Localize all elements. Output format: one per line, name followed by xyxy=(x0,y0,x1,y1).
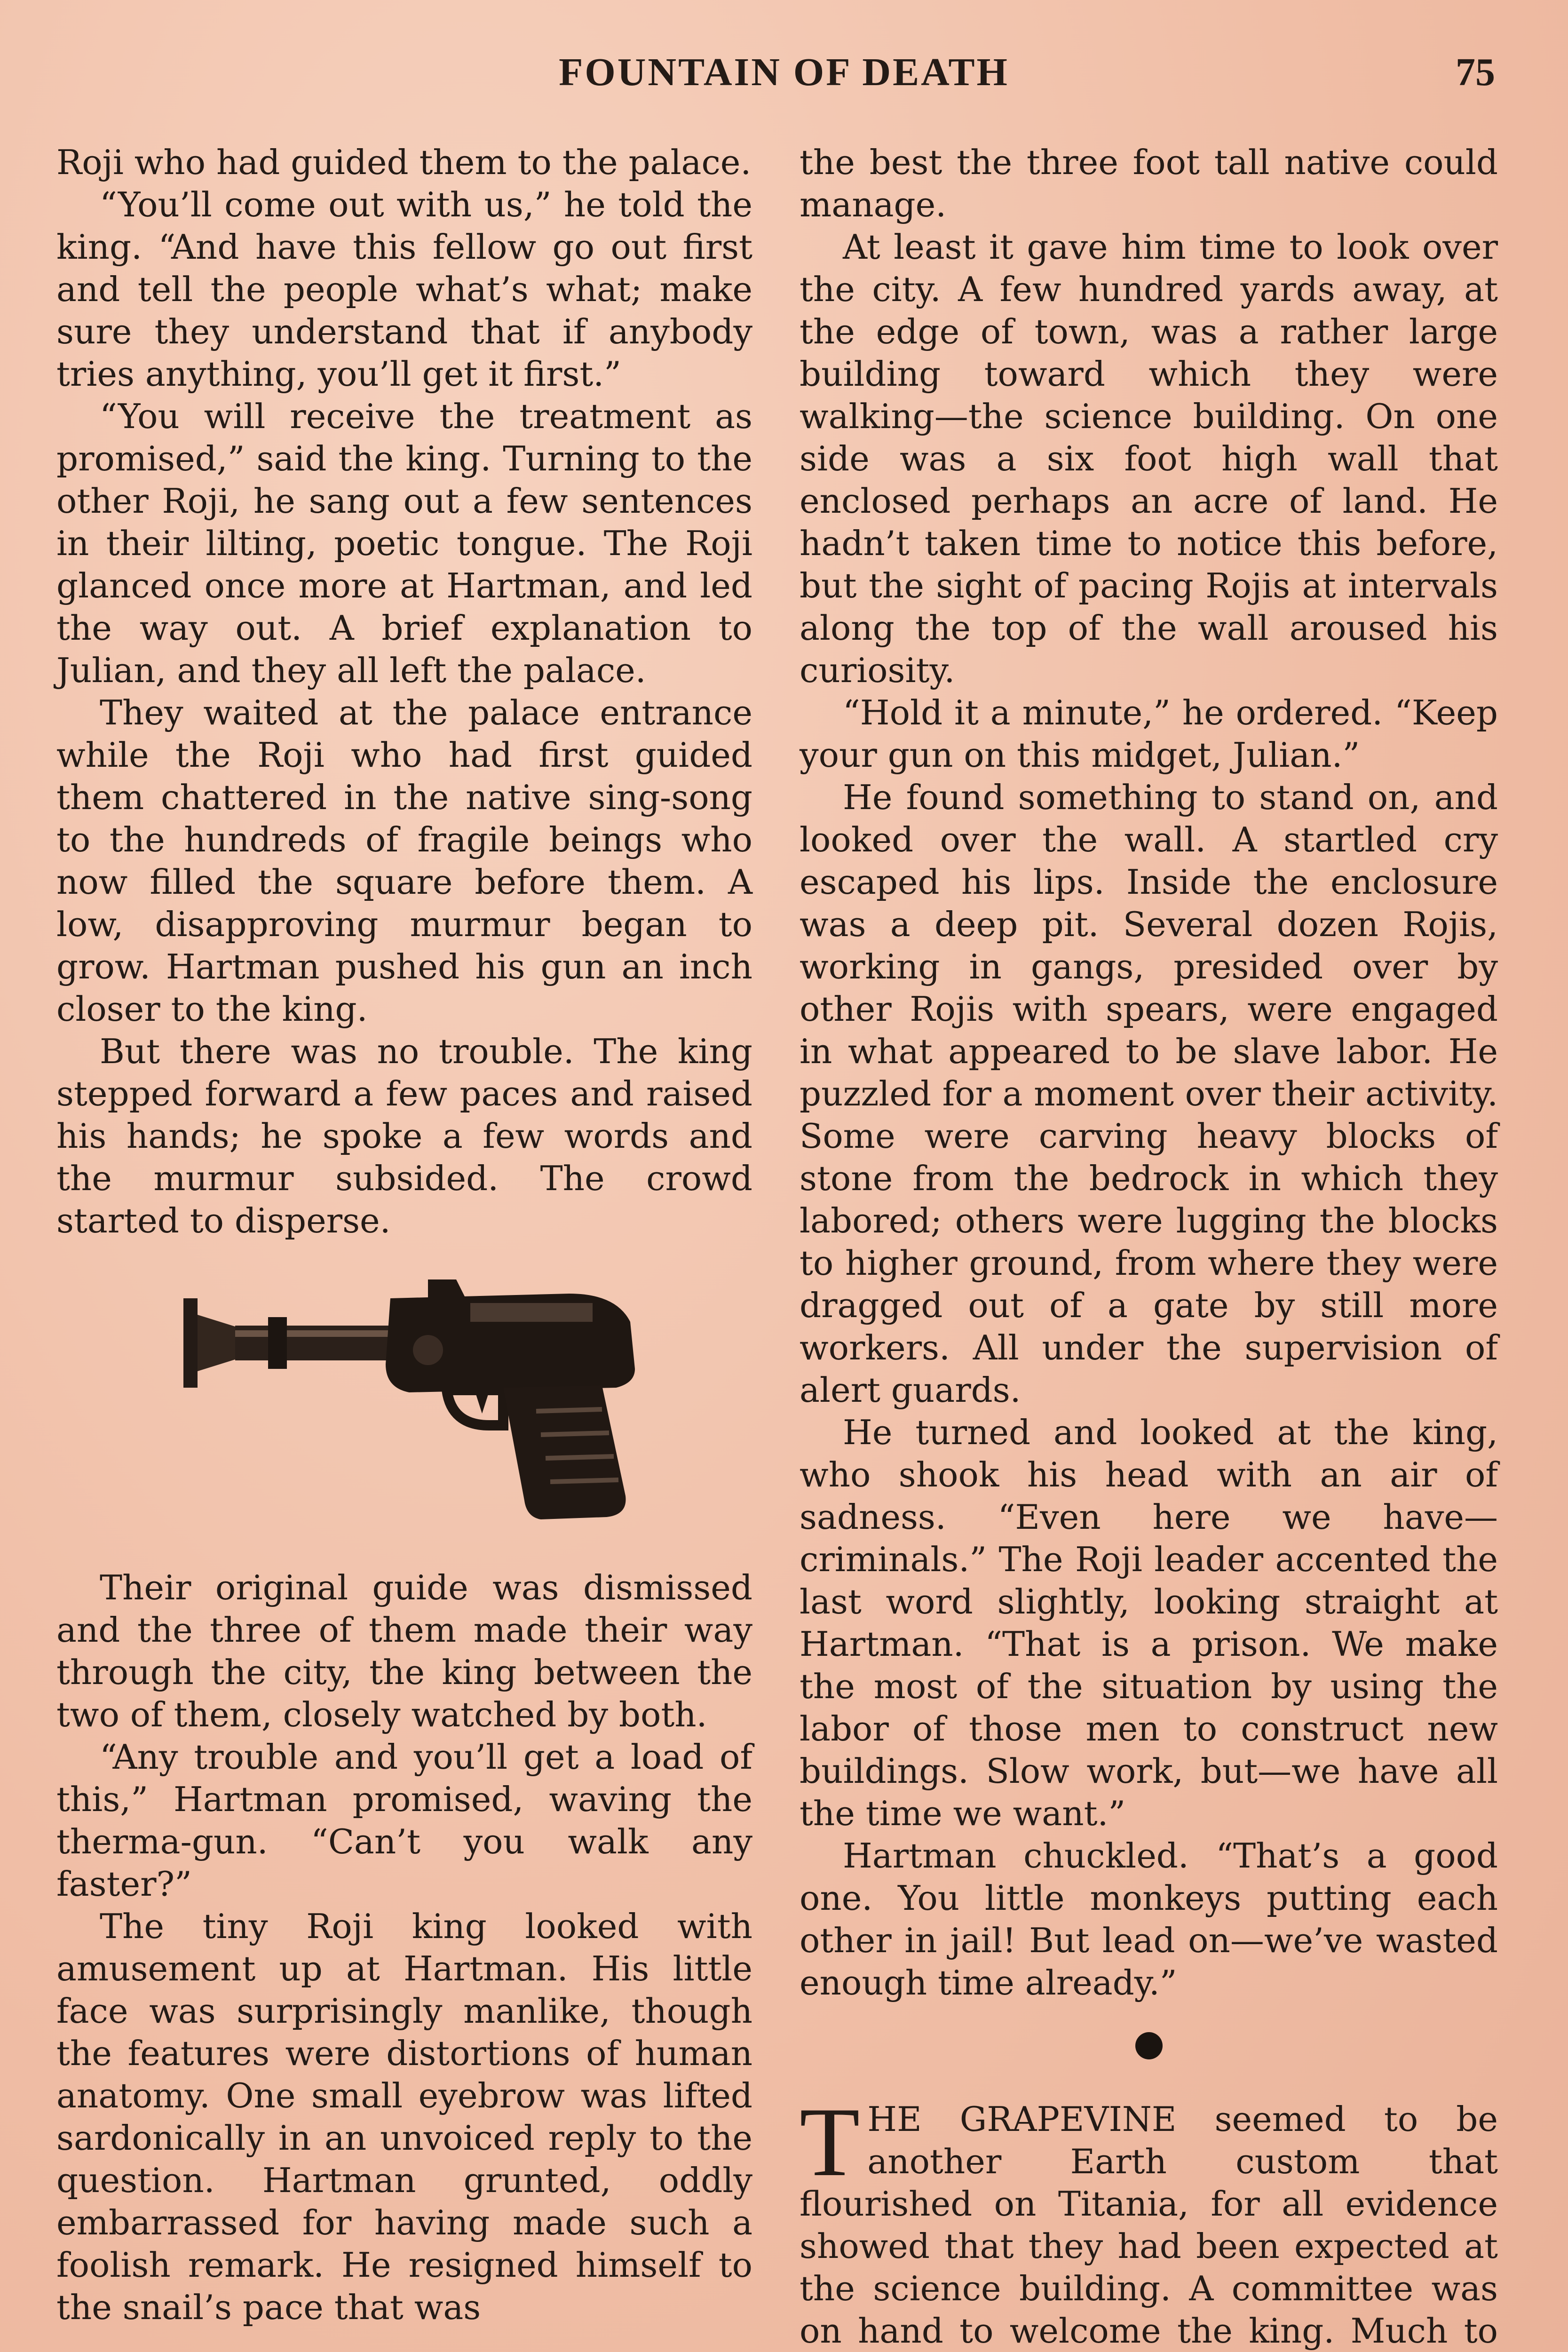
paragraph: But there was no trouble. The king stepped forward a few paces and raised his hands; he spoke a few words and the murmur subsided. The crowd started to disperse. xyxy=(56,1032,752,1240)
paragraph: He turned and looked at the king, who shook his head with an air of sadness. “Even here we have—criminals.” The Roji leader accented the last word slightly, looking straight at Hartman. “That is a prison. We make the most of the situation by using the labor of those men to construct new buildings. Slow work, but—we have all the time we want.” xyxy=(800,1413,1498,1833)
paragraph: Their original guide was dismissed and the three of them made their way through the city, the king between the two of them, closely watched by both. xyxy=(56,1568,752,1734)
paragraph: “You’ll come out with us,” he told the king. “And have this fellow go out first and tell the people what’s what; make sure they understand that if anybody tries anything, you’ll get it first.” xyxy=(56,185,752,394)
paragraph: They waited at the palace entrance while the Roji who had first guided them chattered in the native sing-song to the hundreds of fragile beings who now filled the square before them. A low, disapproving murmur began to grow. Hartman pushed his gun an inch closer to the king. xyxy=(56,693,752,1029)
paragraph: “Any trouble and you’ll get a load of this,” Hartman promised, waving the therma-gun. “Can’t you walk any faster?” xyxy=(56,1737,752,1904)
section-break-dot xyxy=(1135,2032,1163,2059)
paragraph: He found something to stand on, and looked over the wall. A startled cry escaped his lips. Inside the enclosure was a deep pit. Several dozen Rojis, working in gangs, presided over by other Rojis with spears, were engaged in what appeared to be slave labor. He puzzled for a moment over their activity. Some were carving heavy blocks of stone from the bedrock in which they labored; others were lugging the blocks to higher ground, from where they were dragged out of a gate by still more workers. All under the supervision of alert guards. xyxy=(800,778,1498,1410)
paragraph: The tiny Roji king looked with amusement up at Hartman. His little face was surprisingly manlike, though the features were distortions of human anatomy. One small eyebrow was lifted sardonically in an unvoiced reply to the question. Hartman grunted, oddly embarrassed for having made such a foolish remark. He resigned himself to the snail’s pace that was xyxy=(56,1907,752,2327)
paragraph: the best the three foot tall native could manage. xyxy=(800,143,1498,224)
paragraph: Hartman chuckled. “That’s a good one. You little monkeys putting each other in jail! But lead on—we’ve wasted enough time already.” xyxy=(800,1836,1498,2002)
paragraph-text: HE GRAPEVINE seemed to be another Earth custom that flourished on Titania, for all evidence showed that they had been expected at the science building. A committee was on hand to welcome the king. Much to xyxy=(800,2099,1498,2351)
paragraph: “Hold it a minute,” he ordered. “Keep your gun on this midget, Julian.” xyxy=(800,693,1498,775)
running-title: FOUNTAIN OF DEATH xyxy=(559,50,1009,94)
paragraph xyxy=(800,2088,1498,2352)
paragraph: Roji who had guided them to the palace. xyxy=(56,143,752,182)
ray-gun-illustration xyxy=(165,1270,696,1534)
right-column xyxy=(800,141,1498,2352)
page-number: 75 xyxy=(1456,50,1495,94)
section-break xyxy=(800,2004,1498,2098)
running-head xyxy=(0,45,1568,106)
left-column xyxy=(56,141,752,2328)
paragraph: At least it gave him time to look over the city. A few hundred yards away, at the edge of town, was a rather large building toward which they were walking—the science building. On one side was a six foot high wall that enclosed perhaps an acre of land. He hadn’t taken time to notice this before, but the sight of pacing Rojis at intervals along the top of the wall aroused his curiosity. xyxy=(800,227,1498,690)
paragraph: “You will receive the treatment as promised,” said the king. Turning to the other Roji, he sang out a few sentences in their lilting, poetic tongue. The Roji glanced once more at Hartman, and led the way out. A brief explanation to Julian, and they all left the palace. xyxy=(56,397,752,690)
drop-cap: T xyxy=(800,2088,860,2197)
